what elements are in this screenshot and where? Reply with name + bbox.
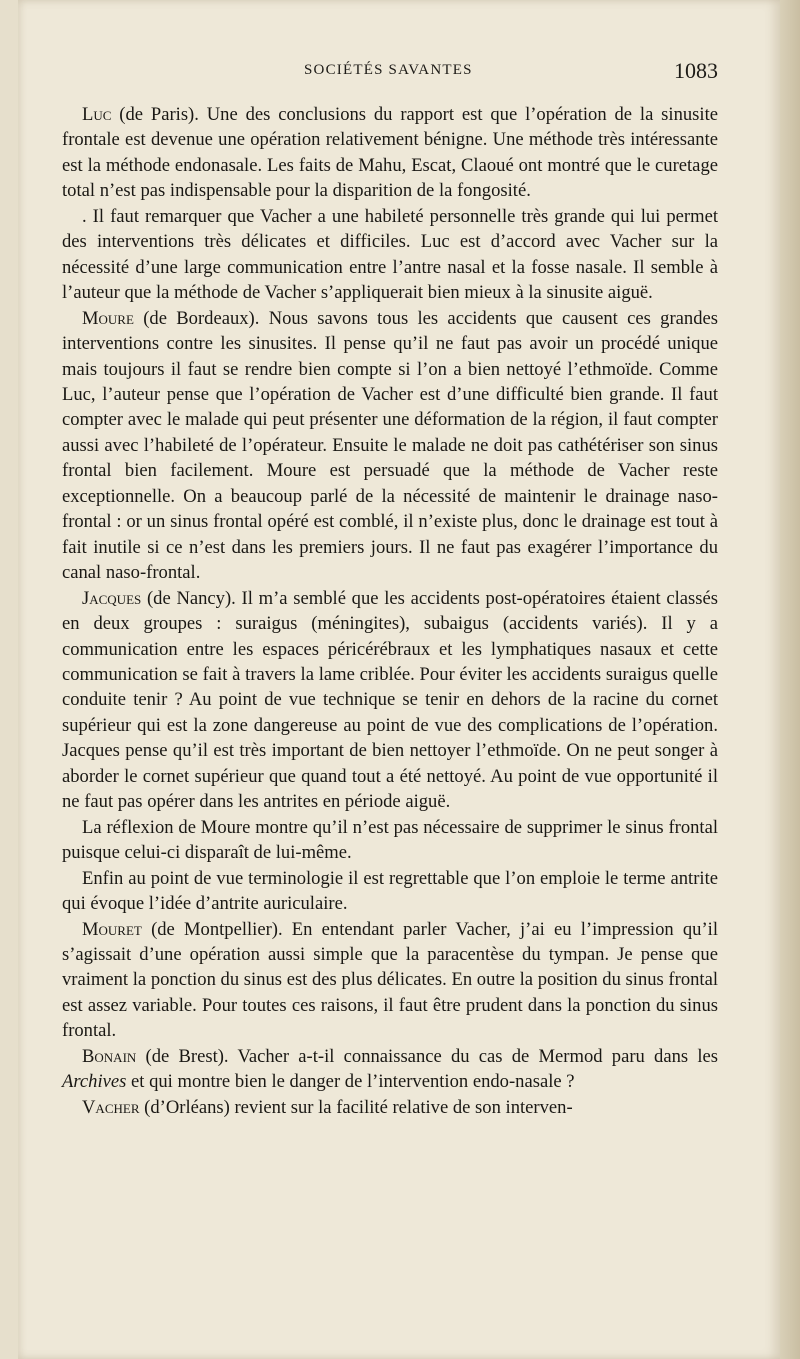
paragraph-jacques-terminologie bbox=[62, 866, 718, 917]
running-head: SOCIÉTÉS SAVANTES bbox=[304, 62, 473, 78]
body-text bbox=[62, 102, 718, 1120]
speaker-name: Moure bbox=[82, 307, 134, 329]
paragraph-text: (de Brest). Vacher a-t-il connaissance du cas de Mermod paru dans les bbox=[136, 1045, 718, 1067]
book-page bbox=[18, 0, 780, 1359]
paragraph-text: et qui montre bien le danger de l’intervention endo-nasale ? bbox=[126, 1071, 575, 1093]
paragraph-moure bbox=[62, 306, 718, 586]
paragraph-jacques bbox=[62, 586, 718, 815]
paragraph-mouret bbox=[62, 917, 718, 1044]
paragraph-text: La réflexion de Moure montre qu’il n’est pas nécessaire de supprimer le sinus frontal puisque celui-ci disparaît de lui-même. bbox=[62, 816, 718, 864]
speaker-name: Bonain bbox=[82, 1045, 137, 1067]
paragraph-luc-continued bbox=[62, 204, 718, 306]
speaker-name: Mouret bbox=[82, 918, 142, 940]
journal-title: Archives bbox=[62, 1071, 127, 1093]
paragraph-text: (de Nancy). Il m’a semblé que les accidents post-opératoires étaient classés en deux groupes : suraigus (méningites), subaigus (accidents variés). Il y a communication entre les espaces péricérébraux et les lymphatiques nasaux et cette communication se fait à travers la lame criblée. Pour éviter les accidents suraigus quelle conduite tenir ? Au point de vue technique se tenir en dehors de la racine du cornet supérieur qui est la zone dangereuse au point de vue des complications de l’opération. Jacques pense qu’il est très important de bien nettoyer l’ethmoïde. On ne peut songer à aborder le cornet supérieur que quand tout a été nettoyé. Au point de vue opportunité il ne faut pas opérer dans les antrites en période aiguë. bbox=[62, 587, 718, 813]
paragraph-text: (de Montpellier). En entendant parler Vacher, j’ai eu l’impression qu’il s’agissait d’une opération aussi simple que la paracentèse du tympan. Je pense que vraiment la ponction du sinus est des plus délicates. En outre la position du sinus frontal est assez variable. Pour toutes ces raisons, il faut être prudent dans la ponction du sinus frontal. bbox=[62, 918, 718, 1042]
paragraph-text: (d’Orléans) revient sur la facilité relative de son interven- bbox=[139, 1096, 573, 1118]
page-edge-shadow bbox=[780, 0, 800, 1359]
speaker-name: Vacher bbox=[82, 1096, 140, 1118]
speaker-name: Luc bbox=[82, 104, 112, 125]
paragraph-vacher bbox=[62, 1095, 718, 1120]
paragraph-text: (de Bordeaux). Nous savons tous les accidents que causent ces grandes interventions contre les sinusites. Il pense qu’il ne faut pas avoir un procédé unique mais toujours il faut se rendre bien compte si l’on a bien nettoyé l’ethmoïde. Comme Luc, l’auteur pense que l’opération de Vacher est d’une difficulté bien grande. Il faut compter avec le malade qui peut présenter une déformation de la région, il faut compter aussi avec l’habileté de l’opérateur. Ensuite le malade ne doit pas cathétériser son sinus frontal bien facilement. Moure est persuadé que la méthode de Vacher reste exceptionnelle. On a beaucoup parlé de la nécessité de maintenir le drainage naso-frontal : or un sinus frontal opéré est comblé, il n’existe plus, donc le drainage est tout à fait inutile si ce n’est dans les premiers jours. Il ne faut pas exagérer l’importance du canal naso-frontal. bbox=[62, 307, 718, 584]
speaker-name: Jacques bbox=[82, 587, 142, 609]
paragraph-text: (de Paris). Une des conclusions du rapport est que l’opération de la sinusite frontale est devenue une opération relativement bénigne. Une méthode très intéressante est la méthode endonasale. Les faits de Mahu, Escat, Claoué ont montré que le curetage total n’est pas indispensable pour la disparition de la fongosité. bbox=[62, 104, 718, 202]
paragraph-bonain bbox=[62, 1044, 718, 1095]
paragraph-text: . Il faut remarquer que Vacher a une habileté personnelle très grande qui lui permet des interventions très délicates et difficiles. Luc est d’accord avec Vacher sur la nécessité d’une large communication entre l’antre nasal et la fosse nasale. Il semble à l’auteur que la méthode de Vacher s’appliquerait bien mieux à la sinusite aiguë. bbox=[62, 205, 718, 304]
paragraph-jacques-reflexion bbox=[62, 815, 718, 866]
paragraph-luc bbox=[62, 102, 718, 204]
paragraph-text: Enfin au point de vue terminologie il est regrettable que l’on emploie le terme antrite qui évoque l’idée d’antrite auriculaire. bbox=[62, 867, 718, 915]
page-number: 1083 bbox=[674, 58, 718, 83]
